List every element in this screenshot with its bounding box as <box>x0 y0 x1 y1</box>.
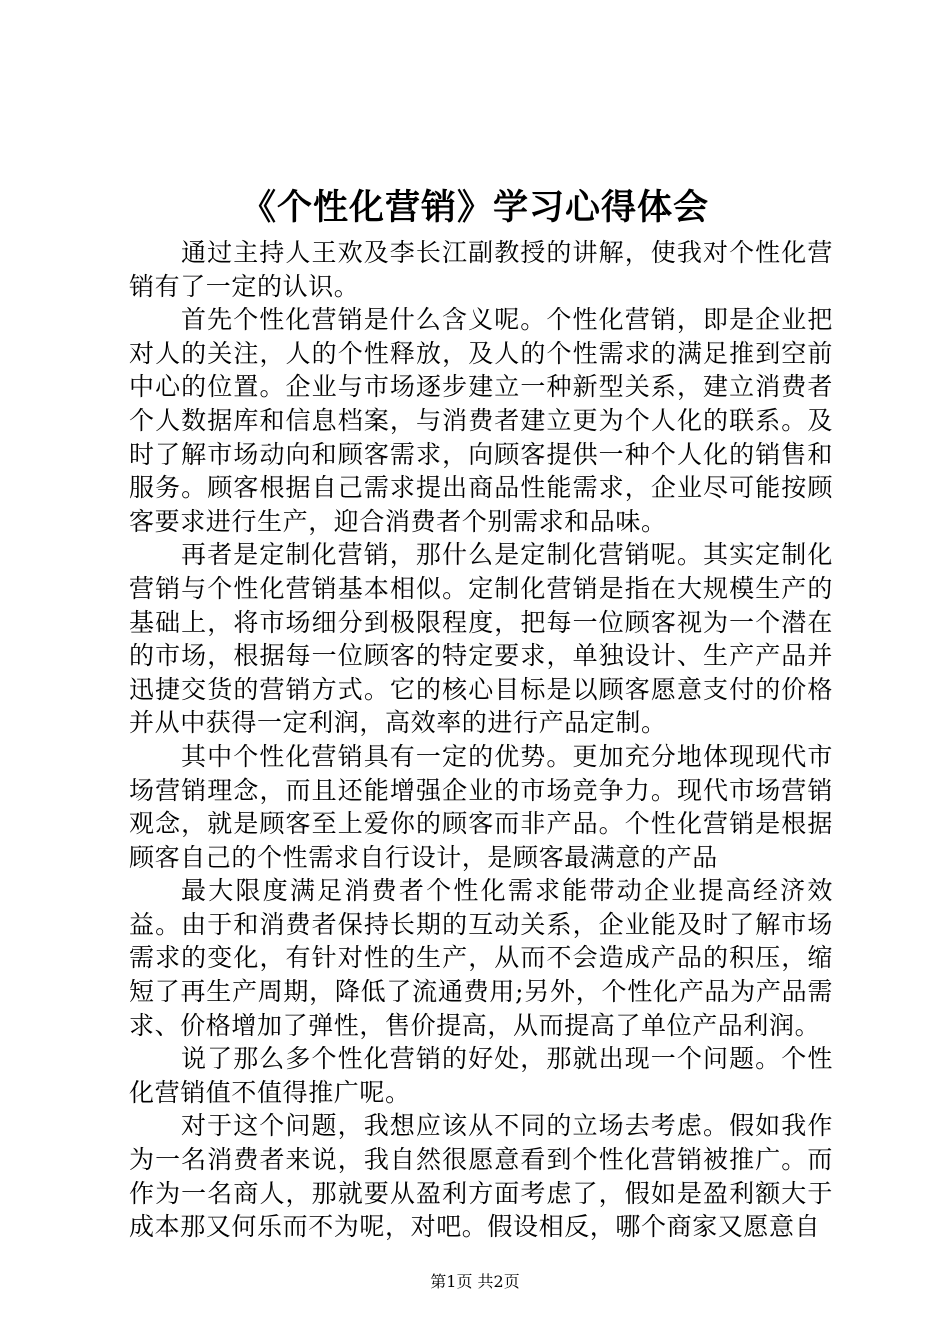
page-number-footer: 第1页 共2页 <box>430 1272 520 1291</box>
paragraph-1: 通过主持人王欢及李长江副教授的讲解，使我对个性化营销有了一定的认识。 <box>129 238 833 301</box>
document-title: 《个性化营销》学习心得体会 <box>240 187 709 228</box>
paragraph-2: 首先个性化营销是什么含义呢。个性化营销，即是企业把对人的关注，人的个性释放，及人的个性需求的满足推到空前中心的位置。企业与市场逐步建立一种新型关系，建立消费者个人数据库和信息档案，与消费者建立更为个人化的联系。及时了解市场动向和顾客需求，向顾客提供一种个人化的销售和服务。顾客根据自己需求提出商品性能需求，企业尽可能按顾客要求进行生产，迎合消费者个别需求和品味。 <box>129 305 833 536</box>
paragraph-6: 说了那么多个性化营销的好处，那就出现一个问题。个性化营销值不值得推广呢。 <box>129 1044 833 1107</box>
document-body <box>129 236 833 1244</box>
paragraph-7: 对于这个问题，我想应该从不同的立场去考虑。假如我作为一名消费者来说，我自然很愿意看到个性化营销被推广。而作为一名商人，那就要从盈利方面考虑了，假如是盈利额大于成本那又何乐而不为呢，对吧。假设相反，哪个商家又愿意自 <box>129 1111 833 1242</box>
paragraph-5: 最大限度满足消费者个性化需求能带动企业提高经济效益。由于和消费者保持长期的互动关系，企业能及时了解市场需求的变化，有针对性的生产，从而不会造成产品的积压，缩短了再生产周期，降低了流通费用;另外，个性化产品为产品需求、价格增加了弹性，售价提高，从而提高了单位产品利润。 <box>129 876 833 1040</box>
paragraph-4: 其中个性化营销具有一定的优势。更加充分地体现现代市场营销理念，而且还能增强企业的市场竞争力。现代市场营销观念，就是顾客至上爱你的顾客而非产品。个性化营销是根据顾客自己的个性需求自行设计，是顾客最满意的产品 <box>129 741 833 872</box>
paragraph-3: 再者是定制化营销，那什么是定制化营销呢。其实定制化营销与个性化营销基本相似。定制化营销是指在大规模生产的基础上，将市场细分到极限程度，把每一位顾客视为一个潜在的市场，根据每一位顾客的特定要求，单独设计、生产产品并迅捷交货的营销方式。它的核心目标是以顾客愿意支付的价格并从中获得一定利润，高效率的进行产品定制。 <box>129 540 833 738</box>
